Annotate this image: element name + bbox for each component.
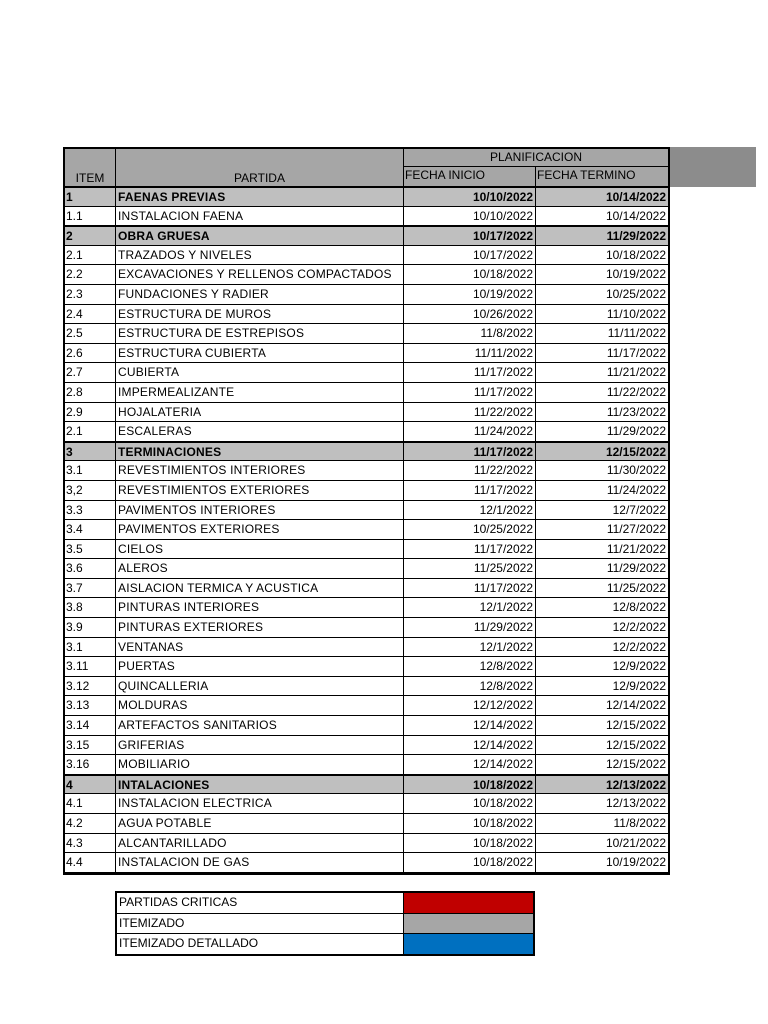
partida-cell[interactable]: INTALACIONES bbox=[115, 775, 403, 795]
fecha-termino-cell[interactable]: 12/14/2022 bbox=[535, 696, 668, 716]
fecha-inicio-cell[interactable]: 10/17/2022 bbox=[403, 246, 535, 266]
fecha-inicio-cell[interactable]: 10/10/2022 bbox=[403, 207, 535, 227]
fecha-termino-cell[interactable]: 10/21/2022 bbox=[535, 834, 668, 854]
item-cell[interactable]: 4 bbox=[65, 775, 115, 795]
legend-row bbox=[117, 914, 533, 935]
item-cell[interactable]: 3.3 bbox=[65, 501, 115, 521]
fecha-termino-cell[interactable]: 12/13/2022 bbox=[535, 794, 668, 814]
partida-cell[interactable]: PINTURAS EXTERIORES bbox=[115, 618, 403, 638]
item-cell[interactable]: 2.8 bbox=[65, 383, 115, 403]
table-row bbox=[65, 814, 668, 834]
table-row bbox=[65, 363, 668, 383]
fecha-inicio-cell[interactable]: 10/26/2022 bbox=[403, 305, 535, 325]
table-row bbox=[65, 285, 668, 305]
partida-cell[interactable]: INSTALACION DE GAS bbox=[115, 853, 403, 873]
table-row bbox=[65, 618, 668, 638]
partida-cell[interactable]: MOLDURAS bbox=[115, 696, 403, 716]
fecha-inicio-cell[interactable]: 11/17/2022 bbox=[403, 540, 535, 560]
table-row bbox=[65, 638, 668, 658]
item-cell[interactable]: 3.12 bbox=[65, 677, 115, 697]
item-cell[interactable]: 2 bbox=[65, 226, 115, 246]
partida-cell[interactable]: INSTALACION FAENA bbox=[115, 207, 403, 227]
fecha-inicio-cell[interactable]: 10/10/2022 bbox=[403, 187, 535, 207]
table-row bbox=[65, 501, 668, 521]
fecha-termino-cell[interactable]: 11/25/2022 bbox=[535, 579, 668, 599]
legend-swatch[interactable] bbox=[404, 934, 533, 954]
fecha-inicio-cell[interactable]: 12/8/2022 bbox=[403, 657, 535, 677]
legend-swatch[interactable] bbox=[404, 893, 533, 913]
fecha-termino-cell[interactable]: 10/25/2022 bbox=[535, 285, 668, 305]
item-cell[interactable]: 3.9 bbox=[65, 618, 115, 638]
fecha-termino-cell[interactable]: 12/15/2022 bbox=[535, 755, 668, 775]
partida-cell[interactable]: TERMINACIONES bbox=[115, 442, 403, 462]
fecha-inicio-cell[interactable]: 10/18/2022 bbox=[403, 794, 535, 814]
partida-cell[interactable]: ARTEFACTOS SANITARIOS bbox=[115, 716, 403, 736]
fecha-termino-cell[interactable]: 11/29/2022 bbox=[535, 226, 668, 246]
fecha-termino-cell[interactable]: 11/27/2022 bbox=[535, 520, 668, 540]
fecha-inicio-cell[interactable]: 11/25/2022 bbox=[403, 559, 535, 579]
fecha-inicio-cell[interactable]: 12/14/2022 bbox=[403, 716, 535, 736]
table-row bbox=[65, 461, 668, 481]
fecha-inicio-cell[interactable]: 12/1/2022 bbox=[403, 638, 535, 658]
partida-cell[interactable]: IMPERMEALIZANTE bbox=[115, 383, 403, 403]
header-partida-cell[interactable] bbox=[115, 147, 403, 187]
header-planificacion-label: PLANIFICACION bbox=[489, 150, 582, 164]
header-fecha-termino-label: FECHA TERMINO bbox=[537, 168, 636, 182]
fecha-termino-cell[interactable]: 10/14/2022 bbox=[535, 207, 668, 227]
legend-label[interactable]: PARTIDAS CRITICAS bbox=[117, 893, 404, 913]
item-cell[interactable]: 2.4 bbox=[65, 305, 115, 325]
fecha-inicio-cell[interactable]: 10/18/2022 bbox=[403, 265, 535, 285]
legend-swatch[interactable] bbox=[404, 914, 533, 934]
fecha-inicio-cell[interactable]: 12/1/2022 bbox=[403, 501, 535, 521]
fecha-inicio-cell[interactable]: 12/1/2022 bbox=[403, 598, 535, 618]
schedule-table bbox=[63, 147, 670, 873]
section-row bbox=[65, 226, 668, 246]
partida-cell[interactable]: OBRA GRUESA bbox=[115, 226, 403, 246]
fecha-inicio-cell[interactable]: 11/17/2022 bbox=[403, 579, 535, 599]
partida-cell[interactable]: ESTRUCTURA CUBIERTA bbox=[115, 344, 403, 364]
fecha-termino-cell[interactable]: 10/14/2022 bbox=[535, 187, 668, 207]
partida-cell[interactable]: HOJALATERIA bbox=[115, 403, 403, 423]
legend-row bbox=[117, 934, 533, 954]
partida-cell[interactable]: QUINCALLERIA bbox=[115, 677, 403, 697]
table-row bbox=[65, 834, 668, 854]
fecha-termino-cell[interactable]: 12/7/2022 bbox=[535, 501, 668, 521]
table-row bbox=[65, 696, 668, 716]
fecha-termino-cell[interactable]: 12/9/2022 bbox=[535, 677, 668, 697]
fecha-termino-cell[interactable]: 10/18/2022 bbox=[535, 246, 668, 266]
item-cell[interactable]: 3.7 bbox=[65, 579, 115, 599]
fecha-termino-cell[interactable]: 11/29/2022 bbox=[535, 559, 668, 579]
partida-cell[interactable]: CUBIERTA bbox=[115, 363, 403, 383]
schedule-rows bbox=[63, 187, 670, 875]
section-row bbox=[65, 187, 668, 207]
item-cell[interactable]: 3.14 bbox=[65, 716, 115, 736]
item-cell[interactable]: 4.3 bbox=[65, 834, 115, 854]
fecha-termino-cell[interactable]: 12/9/2022 bbox=[535, 657, 668, 677]
table-row bbox=[65, 657, 668, 677]
table-row bbox=[65, 207, 668, 227]
fecha-inicio-cell[interactable]: 12/8/2022 bbox=[403, 677, 535, 697]
fecha-termino-cell[interactable]: 11/29/2022 bbox=[535, 422, 668, 442]
partida-cell[interactable]: PAVIMENTOS EXTERIORES bbox=[115, 520, 403, 540]
partida-cell[interactable]: PINTURAS INTERIORES bbox=[115, 598, 403, 618]
item-cell[interactable]: 2.2 bbox=[65, 265, 115, 285]
table-row bbox=[65, 265, 668, 285]
partida-cell[interactable]: ALEROS bbox=[115, 559, 403, 579]
fecha-inicio-cell[interactable]: 11/11/2022 bbox=[403, 344, 535, 364]
partida-cell[interactable]: EXCAVACIONES Y RELLENOS COMPACTADOS bbox=[115, 265, 403, 285]
partida-cell[interactable]: FAENAS PREVIAS bbox=[115, 187, 403, 207]
fecha-inicio-cell[interactable]: 10/18/2022 bbox=[403, 775, 535, 795]
partida-cell[interactable]: FUNDACIONES Y RADIER bbox=[115, 285, 403, 305]
fecha-inicio-cell[interactable]: 11/22/2022 bbox=[403, 403, 535, 423]
item-cell[interactable]: 2.1 bbox=[65, 422, 115, 442]
fecha-termino-cell[interactable]: 11/11/2022 bbox=[535, 324, 668, 344]
item-cell[interactable]: 3.1 bbox=[65, 638, 115, 658]
fecha-termino-cell[interactable]: 11/30/2022 bbox=[535, 461, 668, 481]
table-row bbox=[65, 755, 668, 775]
fecha-termino-cell[interactable]: 10/19/2022 bbox=[535, 853, 668, 873]
table-row bbox=[65, 481, 668, 501]
table-row bbox=[65, 520, 668, 540]
fecha-termino-cell[interactable]: 11/21/2022 bbox=[535, 540, 668, 560]
fecha-termino-cell[interactable]: 11/21/2022 bbox=[535, 363, 668, 383]
fecha-inicio-cell[interactable]: 10/17/2022 bbox=[403, 226, 535, 246]
fecha-inicio-cell[interactable]: 11/17/2022 bbox=[403, 481, 535, 501]
fecha-inicio-cell[interactable]: 12/14/2022 bbox=[403, 736, 535, 756]
fecha-termino-cell[interactable]: 12/15/2022 bbox=[535, 736, 668, 756]
fecha-inicio-cell[interactable]: 10/19/2022 bbox=[403, 285, 535, 305]
table-row bbox=[65, 716, 668, 736]
item-cell[interactable]: 3.8 bbox=[65, 598, 115, 618]
table-row bbox=[65, 736, 668, 756]
item-cell[interactable]: 3.15 bbox=[65, 736, 115, 756]
fecha-termino-cell[interactable]: 11/17/2022 bbox=[535, 344, 668, 364]
partida-cell[interactable]: GRIFERIAS bbox=[115, 736, 403, 756]
item-cell[interactable]: 2.9 bbox=[65, 403, 115, 423]
fecha-inicio-cell[interactable]: 11/22/2022 bbox=[403, 461, 535, 481]
fecha-termino-cell[interactable]: 12/15/2022 bbox=[535, 716, 668, 736]
item-cell[interactable]: 1 bbox=[65, 187, 115, 207]
table-row bbox=[65, 324, 668, 344]
item-cell[interactable]: 3.6 bbox=[65, 559, 115, 579]
fecha-termino-cell[interactable]: 11/10/2022 bbox=[535, 305, 668, 325]
table-row bbox=[65, 598, 668, 618]
partida-cell[interactable]: PAVIMENTOS INTERIORES bbox=[115, 501, 403, 521]
fecha-termino-cell[interactable]: 12/13/2022 bbox=[535, 775, 668, 795]
fecha-inicio-cell[interactable]: 12/12/2022 bbox=[403, 696, 535, 716]
header-partida-label: PARTIDA bbox=[234, 171, 285, 185]
item-cell[interactable]: 3.4 bbox=[65, 520, 115, 540]
header-fecha-termino-cell[interactable] bbox=[535, 167, 670, 187]
table-row bbox=[65, 246, 668, 266]
legend-row bbox=[117, 893, 533, 914]
table-row bbox=[65, 677, 668, 697]
item-cell[interactable]: 2.5 bbox=[65, 324, 115, 344]
table-row bbox=[65, 403, 668, 423]
fecha-inicio-cell[interactable]: 10/18/2022 bbox=[403, 814, 535, 834]
fecha-inicio-cell[interactable]: 10/18/2022 bbox=[403, 853, 535, 873]
header-item-label: ITEM bbox=[75, 171, 105, 185]
item-cell[interactable]: 4.4 bbox=[65, 853, 115, 873]
fecha-inicio-cell[interactable]: 11/17/2022 bbox=[403, 383, 535, 403]
item-cell[interactable]: 3.11 bbox=[65, 657, 115, 677]
table-row bbox=[65, 579, 668, 599]
partida-cell[interactable]: ESCALERAS bbox=[115, 422, 403, 442]
fecha-termino-cell[interactable]: 11/8/2022 bbox=[535, 814, 668, 834]
section-row bbox=[65, 775, 668, 795]
header-fecha-inicio-label: FECHA INICIO bbox=[405, 168, 486, 182]
item-cell[interactable]: 2.3 bbox=[65, 285, 115, 305]
gray-header-band bbox=[670, 147, 756, 187]
fecha-termino-cell[interactable]: 10/19/2022 bbox=[535, 265, 668, 285]
fecha-inicio-cell[interactable]: 11/17/2022 bbox=[403, 442, 535, 462]
table-row bbox=[65, 305, 668, 325]
header-planificacion-cell[interactable] bbox=[403, 147, 670, 167]
partida-cell[interactable]: MOBILIARIO bbox=[115, 755, 403, 775]
table-row bbox=[65, 422, 668, 442]
fecha-inicio-cell[interactable]: 10/18/2022 bbox=[403, 834, 535, 854]
item-cell[interactable]: 4.2 bbox=[65, 814, 115, 834]
fecha-termino-cell[interactable]: 12/8/2022 bbox=[535, 598, 668, 618]
item-cell[interactable]: 3 bbox=[65, 442, 115, 462]
table-row bbox=[65, 344, 668, 364]
partida-cell[interactable]: INSTALACION ELECTRICA bbox=[115, 794, 403, 814]
fecha-inicio-cell[interactable]: 11/24/2022 bbox=[403, 422, 535, 442]
item-cell[interactable]: 2.1 bbox=[65, 246, 115, 266]
fecha-inicio-cell[interactable]: 12/14/2022 bbox=[403, 755, 535, 775]
item-cell[interactable]: 3,2 bbox=[65, 481, 115, 501]
header-fecha-inicio-cell[interactable] bbox=[403, 167, 535, 187]
partida-cell[interactable]: PUERTAS bbox=[115, 657, 403, 677]
partida-cell[interactable]: AISLACION TERMICA Y ACUSTICA bbox=[115, 579, 403, 599]
partida-cell[interactable]: ALCANTARILLADO bbox=[115, 834, 403, 854]
fecha-inicio-cell[interactable]: 10/25/2022 bbox=[403, 520, 535, 540]
partida-cell[interactable]: CIELOS bbox=[115, 540, 403, 560]
item-cell[interactable]: 2.6 bbox=[65, 344, 115, 364]
fecha-inicio-cell[interactable]: 11/8/2022 bbox=[403, 324, 535, 344]
table-row bbox=[65, 559, 668, 579]
item-cell[interactable]: 3.5 bbox=[65, 540, 115, 560]
legend-label[interactable]: ITEMIZADO bbox=[117, 914, 404, 934]
partida-cell[interactable]: REVESTIMIENTOS EXTERIORES bbox=[115, 481, 403, 501]
color-legend bbox=[115, 891, 535, 956]
fecha-inicio-cell[interactable]: 11/29/2022 bbox=[403, 618, 535, 638]
table-row bbox=[65, 853, 668, 873]
item-cell[interactable]: 3.16 bbox=[65, 755, 115, 775]
fecha-termino-cell[interactable]: 11/24/2022 bbox=[535, 481, 668, 501]
partida-cell[interactable]: AGUA POTABLE bbox=[115, 814, 403, 834]
fecha-termino-cell[interactable]: 12/2/2022 bbox=[535, 638, 668, 658]
partida-cell[interactable]: REVESTIMIENTOS INTERIORES bbox=[115, 461, 403, 481]
fecha-inicio-cell[interactable]: 11/17/2022 bbox=[403, 363, 535, 383]
partida-cell[interactable]: VENTANAS bbox=[115, 638, 403, 658]
table-row bbox=[65, 794, 668, 814]
table-row bbox=[65, 540, 668, 560]
header-item-cell[interactable] bbox=[63, 147, 115, 187]
partida-cell[interactable]: ESTRUCTURA DE ESTREPISOS bbox=[115, 324, 403, 344]
partida-cell[interactable]: TRAZADOS Y NIVELES bbox=[115, 246, 403, 266]
item-cell[interactable]: 3.1 bbox=[65, 461, 115, 481]
item-cell[interactable]: 3.13 bbox=[65, 696, 115, 716]
item-cell[interactable]: 4.1 bbox=[65, 794, 115, 814]
partida-cell[interactable]: ESTRUCTURA DE MUROS bbox=[115, 305, 403, 325]
fecha-termino-cell[interactable]: 11/22/2022 bbox=[535, 383, 668, 403]
table-row bbox=[65, 383, 668, 403]
item-cell[interactable]: 1.1 bbox=[65, 207, 115, 227]
fecha-termino-cell[interactable]: 11/23/2022 bbox=[535, 403, 668, 423]
legend-label[interactable]: ITEMIZADO DETALLADO bbox=[117, 934, 404, 954]
section-row bbox=[65, 442, 668, 462]
item-cell[interactable]: 2.7 bbox=[65, 363, 115, 383]
fecha-termino-cell[interactable]: 12/15/2022 bbox=[535, 442, 668, 462]
fecha-termino-cell[interactable]: 12/2/2022 bbox=[535, 618, 668, 638]
